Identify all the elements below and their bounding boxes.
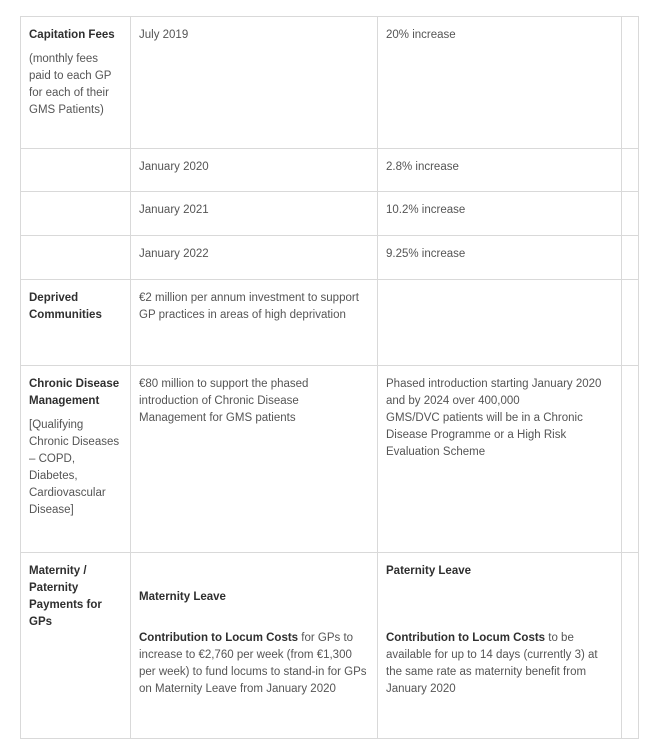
table-row-maternity-paternity [21, 553, 639, 739]
date-cell [131, 236, 378, 280]
maternity-text [139, 630, 369, 698]
maternity-rest: for GPs to increase to €2,760 per week (from €1,300 per week) to fund locums to stand-in for GPs on Maternity Leave from January 2020 [139, 632, 367, 695]
detail-cell [131, 366, 378, 553]
empty-cell [622, 280, 639, 366]
row-label-cell [21, 280, 131, 366]
cell-text: €2 million per annum investment to support GP practices in areas of high deprivation [139, 292, 359, 321]
spacer [386, 580, 613, 630]
table-row-deprived-communities [21, 280, 639, 366]
row-label: Deprived Communities [29, 292, 102, 321]
row-label-cell [21, 366, 131, 553]
row-label-cell [21, 553, 131, 739]
table-row [21, 149, 639, 192]
cell-text: July 2019 [139, 29, 189, 41]
table-row-capitation [21, 17, 639, 149]
paternity-text [386, 630, 613, 698]
date-cell [131, 149, 378, 192]
detail-cell [378, 366, 622, 553]
paternity-heading: Paternity Leave [386, 565, 472, 577]
table-row [21, 236, 639, 280]
cell-text: January 2021 [139, 204, 209, 216]
row-label-cell [21, 17, 131, 149]
table-row [21, 192, 639, 236]
row-label: Chronic Disease Management [29, 378, 120, 407]
detail-cell [378, 280, 622, 366]
row-label: Maternity / Paternity Payments for GPs [29, 565, 102, 628]
detail-cell [378, 192, 622, 236]
paternity-cell [378, 553, 622, 739]
empty-cell [622, 553, 639, 739]
cell-text: January 2020 [139, 161, 209, 173]
cell-text: 9.25% increase [386, 248, 466, 260]
cell-text: 20% increase [386, 29, 456, 41]
row-label: Capitation Fees [29, 29, 115, 41]
row-note: [Qualifying Chronic Diseases – COPD, Diabetes, Cardiovascular Disease] [29, 419, 120, 516]
cell-text: €80 million to support the phased introduction of Chronic Disease Management for GMS patients [139, 378, 309, 424]
cell-text: January 2022 [139, 248, 209, 260]
detail-cell [378, 236, 622, 280]
empty-cell [622, 236, 639, 280]
row-note: (monthly fees paid to each GP for each of their GMS Patients) [29, 53, 112, 116]
table-row-chronic-disease [21, 366, 639, 553]
date-cell [131, 192, 378, 236]
detail-cell [378, 17, 622, 149]
cell-text: 10.2% increase [386, 204, 466, 216]
empty-cell [622, 17, 639, 149]
detail-cell [131, 280, 378, 366]
maternity-bold: Contribution to Locum Costs [139, 632, 299, 644]
spacer [139, 606, 369, 630]
detail-cell [378, 149, 622, 192]
date-cell [131, 17, 378, 149]
empty-cell [622, 366, 639, 553]
empty-cell [622, 192, 639, 236]
maternity-cell [131, 553, 378, 739]
row-label-cell [21, 236, 131, 280]
paternity-bold: Contribution to Locum Costs [386, 632, 546, 644]
gp-payments-table [20, 16, 639, 739]
row-label-cell [21, 149, 131, 192]
cell-text: GMS/DVC patients will be in a Chronic Disease Programme or a High Risk Evaluation Scheme [386, 412, 583, 458]
maternity-heading: Maternity Leave [139, 591, 226, 603]
cell-text: 2.8% increase [386, 161, 459, 173]
row-label-cell [21, 192, 131, 236]
empty-cell [622, 149, 639, 192]
cell-text: Phased introduction starting January 2020 and by 2024 over 400,000 [386, 378, 602, 407]
paternity-rest: to be available for up to 14 days (currently 3) at the same rate as maternity benefit from January 2020 [386, 632, 598, 695]
